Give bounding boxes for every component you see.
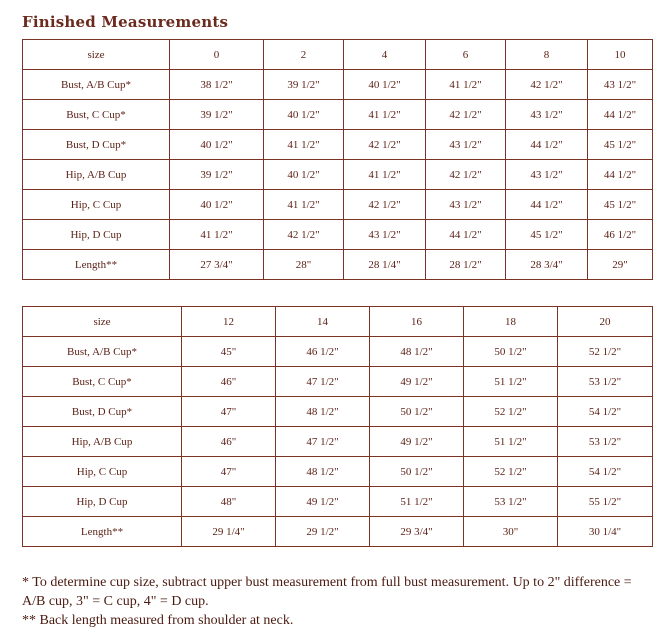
measurement-cell: 54 1/2" [558, 397, 653, 427]
row-label-cell: Length** [23, 250, 170, 280]
measurement-cell: 47" [182, 397, 276, 427]
measurement-cell: 46" [182, 367, 276, 397]
row-label-cell: Hip, A/B Cup [23, 160, 170, 190]
measurement-cell: 29 3/4" [370, 517, 464, 547]
measurement-cell: 51 1/2" [370, 487, 464, 517]
table-row [23, 70, 653, 100]
measurement-cell: 41 1/2" [170, 220, 264, 250]
measurement-cell: 45" [182, 337, 276, 367]
row-label-cell: Hip, C Cup [23, 457, 182, 487]
measurement-cell: 48 1/2" [370, 337, 464, 367]
measurement-cell: 44 1/2" [506, 130, 588, 160]
table-row [23, 337, 653, 367]
size-column-header: 0 [170, 40, 264, 70]
row-label-cell: Bust, D Cup* [23, 397, 182, 427]
measurement-cell: 38 1/2" [170, 70, 264, 100]
measurement-cell: 28" [264, 250, 344, 280]
measurement-cell: 46" [182, 427, 276, 457]
measurements-table-sizes-12-20 [22, 306, 653, 547]
measurement-cell: 43 1/2" [426, 190, 506, 220]
measurement-cell: 47" [182, 457, 276, 487]
measurement-cell: 41 1/2" [264, 130, 344, 160]
footnote-back-length: ** Back length measured from shoulder at neck. [22, 613, 294, 628]
measurement-cell: 41 1/2" [426, 70, 506, 100]
size-column-header: 20 [558, 307, 653, 337]
measurement-cell: 44 1/2" [588, 160, 653, 190]
row-label-cell: Hip, D Cup [23, 220, 170, 250]
measurement-cell: 30 1/4" [558, 517, 653, 547]
measurement-cell: 40 1/2" [170, 190, 264, 220]
table-row [23, 517, 653, 547]
measurement-cell: 42 1/2" [264, 220, 344, 250]
row-label-cell: Bust, A/B Cup* [23, 337, 182, 367]
measurement-cell: 54 1/2" [558, 457, 653, 487]
footnote-cup-size: * To determine cup size, subtract upper bust measurement from full bust measurement. Up to 2" difference = A/B cup, 3" = C cup, 4" = D cup. [22, 575, 632, 609]
measurement-cell: 43 1/2" [506, 100, 588, 130]
size-column-header: 8 [506, 40, 588, 70]
measurement-cell: 40 1/2" [264, 100, 344, 130]
table-row [23, 160, 653, 190]
size-header-cell: size [23, 307, 182, 337]
table-row [23, 427, 653, 457]
measurement-cell: 43 1/2" [344, 220, 426, 250]
measurement-cell: 43 1/2" [506, 160, 588, 190]
measurement-cell: 52 1/2" [558, 337, 653, 367]
measurement-cell: 43 1/2" [588, 70, 653, 100]
measurement-cell: 44 1/2" [588, 100, 653, 130]
row-label-cell: Hip, C Cup [23, 190, 170, 220]
measurement-cell: 39 1/2" [170, 100, 264, 130]
measurement-cell: 44 1/2" [506, 190, 588, 220]
measurement-cell: 28 1/2" [426, 250, 506, 280]
measurement-cell: 48 1/2" [276, 397, 370, 427]
measurement-cell: 53 1/2" [558, 427, 653, 457]
measurement-cell: 45 1/2" [588, 130, 653, 160]
measurement-cell: 44 1/2" [426, 220, 506, 250]
measurement-cell: 41 1/2" [344, 160, 426, 190]
measurement-cell: 55 1/2" [558, 487, 653, 517]
measurement-cell: 28 1/4" [344, 250, 426, 280]
measurement-cell: 39 1/2" [264, 70, 344, 100]
size-column-header: 4 [344, 40, 426, 70]
size-column-header: 2 [264, 40, 344, 70]
measurement-cell: 50 1/2" [370, 457, 464, 487]
measurement-cell: 42 1/2" [344, 190, 426, 220]
measurement-cell: 42 1/2" [426, 160, 506, 190]
row-label-cell: Bust, A/B Cup* [23, 70, 170, 100]
table-row [23, 100, 653, 130]
size-column-header: 14 [276, 307, 370, 337]
measurement-cell: 47 1/2" [276, 367, 370, 397]
measurement-cell: 40 1/2" [264, 160, 344, 190]
size-header-cell: size [23, 40, 170, 70]
table-row [23, 457, 653, 487]
table-row [23, 367, 653, 397]
row-label-cell: Length** [23, 517, 182, 547]
footnotes [22, 573, 652, 630]
measurement-cell: 51 1/2" [464, 427, 558, 457]
measurement-cell: 29 1/2" [276, 517, 370, 547]
measurement-cell: 47 1/2" [276, 427, 370, 457]
measurement-cell: 48" [182, 487, 276, 517]
table-header-row [23, 307, 653, 337]
table-row [23, 487, 653, 517]
size-column-header: 18 [464, 307, 558, 337]
measurement-cell: 28 3/4" [506, 250, 588, 280]
size-column-header: 10 [588, 40, 653, 70]
row-label-cell: Hip, A/B Cup [23, 427, 182, 457]
measurement-cell: 53 1/2" [558, 367, 653, 397]
measurement-cell: 52 1/2" [464, 397, 558, 427]
size-column-header: 16 [370, 307, 464, 337]
size-column-header: 12 [182, 307, 276, 337]
measurement-cell: 51 1/2" [464, 367, 558, 397]
table-row [23, 130, 653, 160]
measurement-cell: 27 3/4" [170, 250, 264, 280]
measurement-cell: 48 1/2" [276, 457, 370, 487]
measurement-cell: 52 1/2" [464, 457, 558, 487]
measurement-cell: 40 1/2" [170, 130, 264, 160]
measurement-cell: 42 1/2" [344, 130, 426, 160]
page-title: Finished Measurements [22, 13, 229, 31]
measurement-cell: 30" [464, 517, 558, 547]
measurement-cell: 41 1/2" [344, 100, 426, 130]
measurements-table-sizes-0-10 [22, 39, 653, 280]
measurement-cell: 39 1/2" [170, 160, 264, 190]
measurement-cell: 53 1/2" [464, 487, 558, 517]
measurement-cell: 29" [588, 250, 653, 280]
measurement-cell: 50 1/2" [464, 337, 558, 367]
table-header-row [23, 40, 653, 70]
row-label-cell: Bust, C Cup* [23, 367, 182, 397]
measurement-cell: 42 1/2" [426, 100, 506, 130]
measurement-cell: 45 1/2" [588, 190, 653, 220]
measurement-cell: 49 1/2" [276, 487, 370, 517]
table-row [23, 397, 653, 427]
row-label-cell: Bust, C Cup* [23, 100, 170, 130]
measurement-cell: 42 1/2" [506, 70, 588, 100]
measurement-cell: 40 1/2" [344, 70, 426, 100]
row-label-cell: Bust, D Cup* [23, 130, 170, 160]
table-row [23, 220, 653, 250]
measurement-cell: 46 1/2" [588, 220, 653, 250]
measurement-cell: 29 1/4" [182, 517, 276, 547]
measurement-cell: 46 1/2" [276, 337, 370, 367]
measurement-cell: 49 1/2" [370, 427, 464, 457]
measurement-cell: 50 1/2" [370, 397, 464, 427]
row-label-cell: Hip, D Cup [23, 487, 182, 517]
table-row [23, 190, 653, 220]
size-column-header: 6 [426, 40, 506, 70]
measurement-cell: 43 1/2" [426, 130, 506, 160]
measurement-cell: 45 1/2" [506, 220, 588, 250]
measurement-cell: 49 1/2" [370, 367, 464, 397]
measurement-cell: 41 1/2" [264, 190, 344, 220]
table-row [23, 250, 653, 280]
